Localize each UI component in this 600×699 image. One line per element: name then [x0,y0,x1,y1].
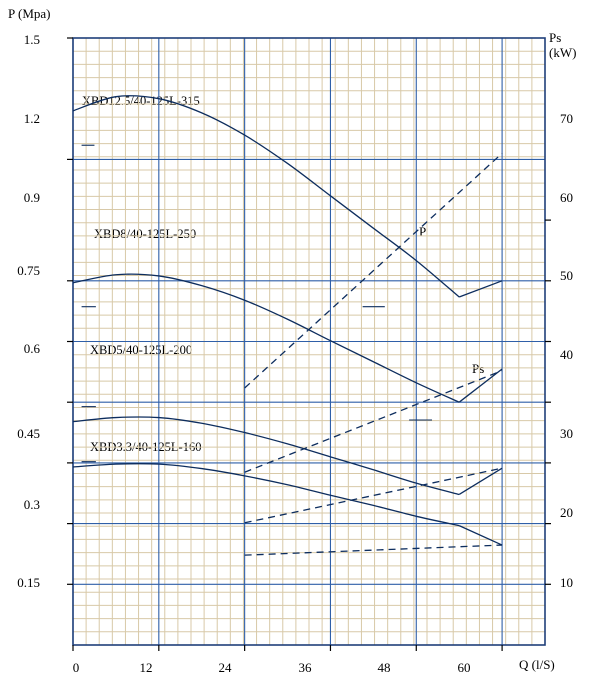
gridlines [73,38,545,645]
x-tick-36: 36 [298,660,312,675]
curve-label-xbd3-3: XBD3.3/40-125L-160 [90,440,202,454]
y-tick-left-0_15: 0.15 [17,575,40,590]
annotation-p: P [419,224,427,239]
annotation-ps: Ps [472,361,485,376]
x-axis-title: Q (l/S) [519,657,555,672]
y-axis-title-right-line2: (kW) [549,45,577,60]
y-axis-title-left: P (Mpa) [8,6,51,21]
y-tick-left-0_75: 0.75 [17,263,40,278]
curve-end-connector [459,526,502,545]
y-tick-right-30: 30 [560,426,573,441]
curve-label-xbd5: XBD5/40-125L-200 [90,343,193,357]
y-tick-left-1_5: 1.5 [23,32,40,47]
x-tick-0: 0 [72,660,80,675]
curve-end-connector [459,369,502,402]
y-tick-left-0_3: 0.3 [23,497,40,512]
y-tick-right-60: 60 [560,190,573,205]
y-tick-right-50: 50 [560,268,573,283]
y-tick-right-10: 10 [560,575,573,590]
x-tick-48: 48 [377,660,391,675]
curve-label-xbd12-5: XBD12.5/40-125L-315 [82,94,200,108]
x-tick-12: 12 [139,660,153,675]
x-tick-24: 24 [218,660,232,675]
y-axis-title-right-line1: Ps [549,30,562,45]
curve-label-xbd8: XBD8/40-125L-250 [94,227,197,241]
y-tick-left-1_2: 1.2 [23,111,40,126]
y-tick-left-0_45: 0.45 [17,426,40,441]
y-tick-left-0_9: 0.9 [23,190,40,205]
x-tick-60: 60 [457,660,471,675]
y-tick-right-40: 40 [560,347,573,362]
y-tick-right-20: 20 [560,505,573,520]
y-tick-left-0_6: 0.6 [23,341,40,356]
y-tick-right-70: 70 [560,111,573,126]
